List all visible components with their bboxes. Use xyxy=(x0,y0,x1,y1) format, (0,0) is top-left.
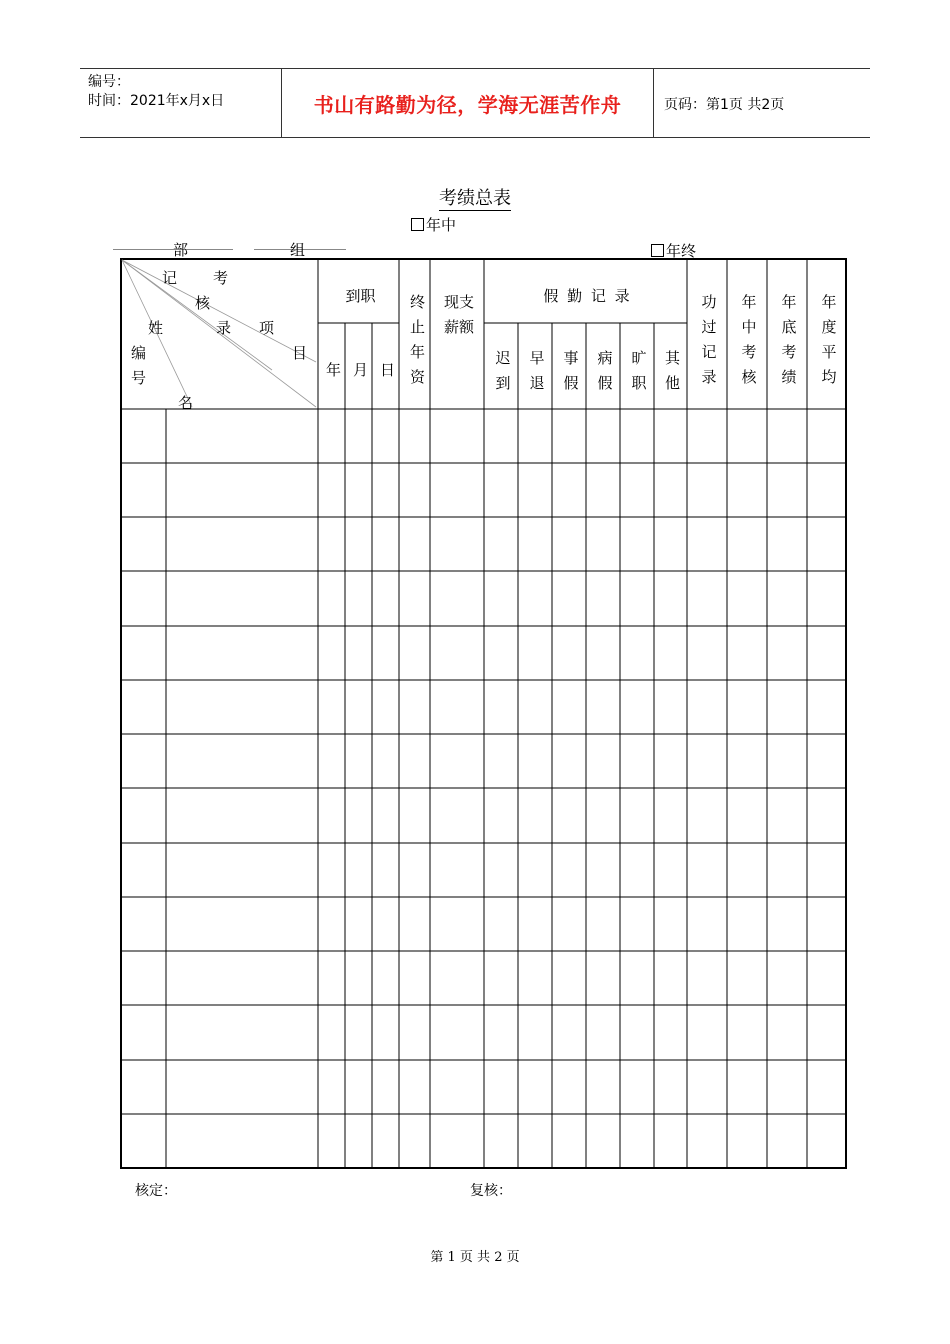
yearend-checkbox[interactable]: 年终 xyxy=(651,240,696,261)
col-merit: 功过记录 xyxy=(701,293,717,386)
page-footer: 第 1 页 共 2 页 xyxy=(430,1250,520,1265)
col-arrival-month: 月 xyxy=(352,361,368,379)
col-arrival: 到职 xyxy=(345,287,376,305)
reviewed-label: 复核： xyxy=(470,1183,512,1199)
col-arrival-day: 日 xyxy=(379,361,395,379)
diag-word: 考 xyxy=(213,269,229,287)
serial-label: 编号： xyxy=(88,74,130,90)
group-label: 组 xyxy=(290,241,306,259)
col-absent: 旷职 xyxy=(631,349,647,392)
performance-table xyxy=(120,258,847,1169)
diag-word: 姓 xyxy=(148,319,164,337)
header-left xyxy=(88,73,224,111)
dept-label: 部 xyxy=(173,241,189,259)
col-attendance: 假 勤 记 录 xyxy=(543,287,632,305)
col-salary: 现支薪额 xyxy=(443,293,474,336)
col-seniority: 终止年资 xyxy=(410,293,426,386)
diag-word: 目 xyxy=(292,344,308,362)
motto: 书山有路勤为径，学海无涯苦作舟 xyxy=(313,92,622,117)
checkbox-icon xyxy=(411,218,424,231)
col-sick-leave: 病假 xyxy=(597,349,613,392)
page-info: 页码：第1页 共2页 xyxy=(664,97,785,113)
document-header xyxy=(80,68,870,138)
diag-word: 编 xyxy=(131,344,147,362)
form-title: 考绩总表 xyxy=(439,188,511,209)
col-late: 迟到 xyxy=(495,349,511,392)
col-personal-leave: 事假 xyxy=(563,349,579,392)
diag-word: 记 xyxy=(162,269,178,287)
midyear-checkbox[interactable]: 年中 xyxy=(411,214,456,235)
col-mid-eval: 年中考核 xyxy=(741,293,757,386)
col-average: 年度平均 xyxy=(821,293,837,386)
diag-word: 号 xyxy=(131,369,147,387)
date-label: 时间：2021年x月x日 xyxy=(88,93,225,109)
table-grid xyxy=(120,258,847,1169)
col-early: 早退 xyxy=(529,349,545,392)
col-arrival-year: 年 xyxy=(325,361,341,379)
approved-label: 核定： xyxy=(135,1183,177,1199)
header-divider xyxy=(653,69,654,137)
col-other: 其他 xyxy=(665,349,681,392)
diag-word: 录 xyxy=(216,319,232,337)
checkbox-icon xyxy=(651,244,664,257)
diag-word: 名 xyxy=(178,394,194,412)
diag-word: 项 xyxy=(259,319,275,337)
diag-word: 核 xyxy=(195,294,211,312)
col-end-eval: 年底考绩 xyxy=(781,293,797,386)
